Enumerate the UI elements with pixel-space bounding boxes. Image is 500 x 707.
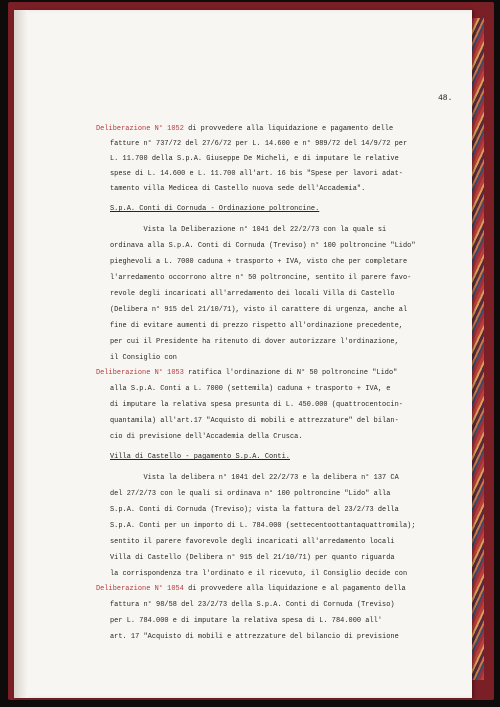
text-line: Villa di Castello (Delibera n° 915 del 21/10/71) per quanto riguarda xyxy=(110,554,395,562)
section-heading: S.p.A. Conti di Cornuda - Ordinazione poltroncine. xyxy=(110,205,320,213)
text-line: L. 11.700 della S.p.A. Giuseppe De Micheli, e di imputare le relative xyxy=(110,155,399,163)
text-line: di imputare la relativa spesa presunta di L. 450.000 (quattrocentocin- xyxy=(110,401,403,409)
text-line: Deliberazione N° 1054 di provvedere alla liquidazione e al pagamento della xyxy=(96,585,406,593)
text-line: fatture n° 737/72 del 27/6/72 per L. 14.600 e n° 989/72 del 14/9/72 per xyxy=(110,140,408,148)
text-line: S.p.A. Conti di Cornuda (Treviso); vista la fattura del 23/2/73 della xyxy=(110,506,399,514)
document-body xyxy=(14,10,472,698)
text-line: sentito il parere favorevole degli incaricati all'arredamento locali xyxy=(110,538,395,546)
deliberation-number: Deliberazione N° 1053 xyxy=(96,369,184,377)
text-line: spese di L. 14.600 e L. 11.700 all'art. 16 bis "Spese per lavori adat- xyxy=(110,170,403,178)
deliberation-number: Deliberazione N° 1054 xyxy=(96,585,184,593)
text-line: l'arredamento occorrono altre n° 50 poltroncine, sentito il parere favo- xyxy=(110,274,412,282)
text-line: ordinava alla S.p.A. Conti di Cornuda (Treviso) n° 100 poltroncine "Lido" xyxy=(110,242,416,250)
page-number: 48. xyxy=(438,94,453,103)
text-line: revole degli incaricati all'arredamento dei locali Villa di Castello xyxy=(110,290,395,298)
text-line: Deliberazione N° 1052 di provvedere alla liquidazione e pagamento delle xyxy=(96,125,394,133)
text-line: per L. 784.000 e di imputare la relativa spesa di L. 784.000 all' xyxy=(110,617,383,625)
text-line: quantamila) all'art.17 "Acquisto di mobili e attrezzature" del bilan- xyxy=(110,417,399,425)
text-line: la corrispondenza tra l'ordinato e il ricevuto, il Consiglio decide con xyxy=(110,570,408,578)
text-line: (Delibera n° 915 del 21/10/71), visto il carattere di urgenza, anche al xyxy=(110,306,408,314)
text-line: del 27/2/73 con le quali si ordinava n° 100 poltroncine "Lido" alla xyxy=(110,490,391,498)
text-line: S.p.A. Conti per un importo di L. 784.000 (settecentoottantaquattromila); xyxy=(110,522,416,530)
text-line: pieghevoli a L. 7000 caduna + trasporto + IVA, visto che per completare xyxy=(110,258,408,266)
text-line: Deliberazione N° 1053 ratifica l'ordinazione di N° 50 poltroncine "Lido" xyxy=(96,369,398,377)
section-heading: Villa di Castello - pagamento S.p.A. Conti. xyxy=(110,453,290,461)
text-line: per cui il Presidente ha ritenuto di dover autorizzare l'ordinazione, xyxy=(110,338,399,346)
deliberation-number: Deliberazione N° 1052 xyxy=(96,125,184,133)
document-page xyxy=(14,10,472,698)
text-line: tamento villa Medicea di Castello nuova sede dell'Accademia". xyxy=(110,185,366,193)
text-line: cio di previsione dell'Accademia della Crusca. xyxy=(110,433,303,441)
text-line: art. 17 "Acquisto di mobili e attrezzature del bilancio di previsione xyxy=(110,633,399,641)
text-line: Vista la Deliberazione n° 1041 del 22/2/73 con la quale si xyxy=(110,226,387,234)
text-line: fattura n° 98/58 del 23/2/73 della S.p.A. Conti di Cornuda (Treviso) xyxy=(110,601,395,609)
text-line: alla S.p.A. Conti a L. 7000 (settemila) caduna + trasporto + IVA, e xyxy=(110,385,391,393)
text-line: il Consiglio con xyxy=(110,354,177,362)
text-line: fine di evitare aumenti di prezzo rispetto all'ordinazione precedente, xyxy=(110,322,403,330)
text-line: Vista la delibera n° 1041 del 22/2/73 e la delibera n° 137 CA xyxy=(110,474,399,482)
